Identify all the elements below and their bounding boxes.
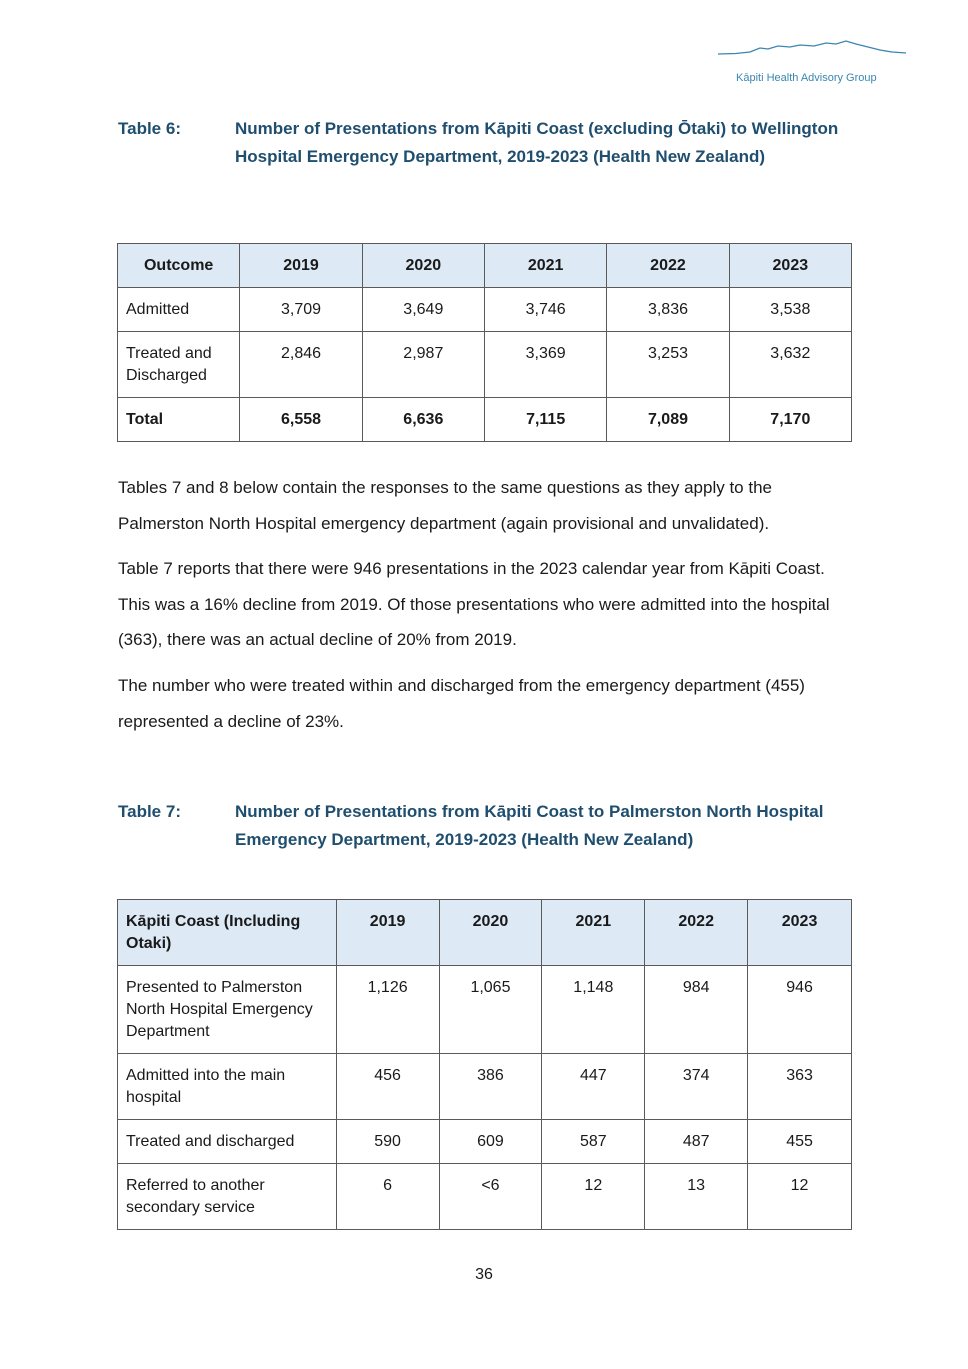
table-cell: 1,126 — [336, 966, 439, 1054]
table-cell: 3,369 — [484, 332, 606, 398]
table-row — [118, 1054, 852, 1120]
table6-title: Number of Presentations from Kāpiti Coast (excluding Ōtaki) to Wellington Hospital Emergency Department, 2019-2023 (Health New Zealand) — [235, 119, 839, 166]
table7-header-row — [118, 900, 852, 966]
table-cell: Admitted into the main hospital — [118, 1054, 337, 1120]
table-cell: 3,649 — [362, 288, 484, 332]
table-cell: 6,636 — [362, 398, 484, 442]
table-cell: 7,089 — [607, 398, 729, 442]
table-cell: <6 — [439, 1164, 542, 1230]
table-row-total — [118, 398, 852, 442]
table-cell: 3,538 — [729, 288, 851, 332]
table7-header-cell: Kāpiti Coast (Including Otaki) — [118, 900, 337, 966]
table-cell: 374 — [645, 1054, 748, 1120]
table-cell: 590 — [336, 1120, 439, 1164]
mountain-range-icon — [716, 38, 908, 58]
paragraph: Table 7 reports that there were 946 presentations in the 2023 calendar year from Kāpiti Coast. This was a 16% decline from 2019. Of those presentations who were admitted into the hospital (363), there was an actual decline of 20% from 2019. — [118, 559, 830, 649]
table7-header-cell: 2021 — [542, 900, 645, 966]
table7-header-cell: 2022 — [645, 900, 748, 966]
table-cell: 2,846 — [240, 332, 362, 398]
table-cell: Referred to another secondary service — [118, 1164, 337, 1230]
table7-header-cell: 2019 — [336, 900, 439, 966]
table-cell: 587 — [542, 1120, 645, 1164]
table7 — [117, 899, 852, 1230]
table-cell: 3,709 — [240, 288, 362, 332]
table-cell: 1,065 — [439, 966, 542, 1054]
table-cell: Presented to Palmerston North Hospital Emergency Department — [118, 966, 337, 1054]
table7-label: Table 7: — [118, 802, 181, 821]
table-cell: 456 — [336, 1054, 439, 1120]
table-row — [118, 1164, 852, 1230]
table-cell: 12 — [542, 1164, 645, 1230]
table6-caption — [118, 115, 858, 199]
table6-header-row — [118, 244, 852, 288]
table-cell: 487 — [645, 1120, 748, 1164]
table-row — [118, 1120, 852, 1164]
table6-header-cell: 2021 — [484, 244, 606, 288]
paragraph: The number who were treated within and discharged from the emergency department (455) represented a decline of 23%. — [118, 676, 805, 731]
table6 — [117, 243, 852, 442]
page-number: 36 — [475, 1266, 493, 1283]
table-cell: 7,170 — [729, 398, 851, 442]
table-row — [118, 332, 852, 398]
table-row — [118, 966, 852, 1054]
table-cell: 946 — [748, 966, 852, 1054]
table7-header-cell: 2020 — [439, 900, 542, 966]
table6-header-cell: 2022 — [607, 244, 729, 288]
table-cell: 984 — [645, 966, 748, 1054]
table-cell: 609 — [439, 1120, 542, 1164]
table6-label: Table 6: — [118, 119, 181, 138]
table-cell: Treated and discharged — [118, 1120, 337, 1164]
table7-title: Number of Presentations from Kāpiti Coast to Palmerston North Hospital Emergency Department, 2019-2023 (Health New Zealand) — [235, 802, 824, 849]
table-cell: 3,632 — [729, 332, 851, 398]
table6-header-cell: Outcome — [118, 244, 240, 288]
table-cell: 3,836 — [607, 288, 729, 332]
table-cell: 6 — [336, 1164, 439, 1230]
table-cell: 2,987 — [362, 332, 484, 398]
table-cell: 3,746 — [484, 288, 606, 332]
logo-text: Kāpiti Health Advisory Group — [736, 72, 877, 84]
table-cell: 386 — [439, 1054, 542, 1120]
table6-header-cell: 2020 — [362, 244, 484, 288]
table-cell: 3,253 — [607, 332, 729, 398]
table-cell: 6,558 — [240, 398, 362, 442]
header-logo — [716, 38, 908, 90]
table-cell: 455 — [748, 1120, 852, 1164]
table6-header-cell: 2023 — [729, 244, 851, 288]
table-cell: 363 — [748, 1054, 852, 1120]
table-cell: 1,148 — [542, 966, 645, 1054]
paragraph: Tables 7 and 8 below contain the responses to the same questions as they apply to the Palmerston North Hospital emergency department (again provisional and unvalidated). — [118, 478, 772, 533]
table-cell: Total — [118, 398, 240, 442]
table-cell: 13 — [645, 1164, 748, 1230]
table7-caption — [118, 798, 858, 854]
table-cell: 447 — [542, 1054, 645, 1120]
table-cell: Admitted — [118, 288, 240, 332]
table-row — [118, 288, 852, 332]
table-cell: Treated and Discharged — [118, 332, 240, 398]
table7-header-cell: 2023 — [748, 900, 852, 966]
table-cell: 12 — [748, 1164, 852, 1230]
table-cell: 7,115 — [484, 398, 606, 442]
table6-header-cell: 2019 — [240, 244, 362, 288]
